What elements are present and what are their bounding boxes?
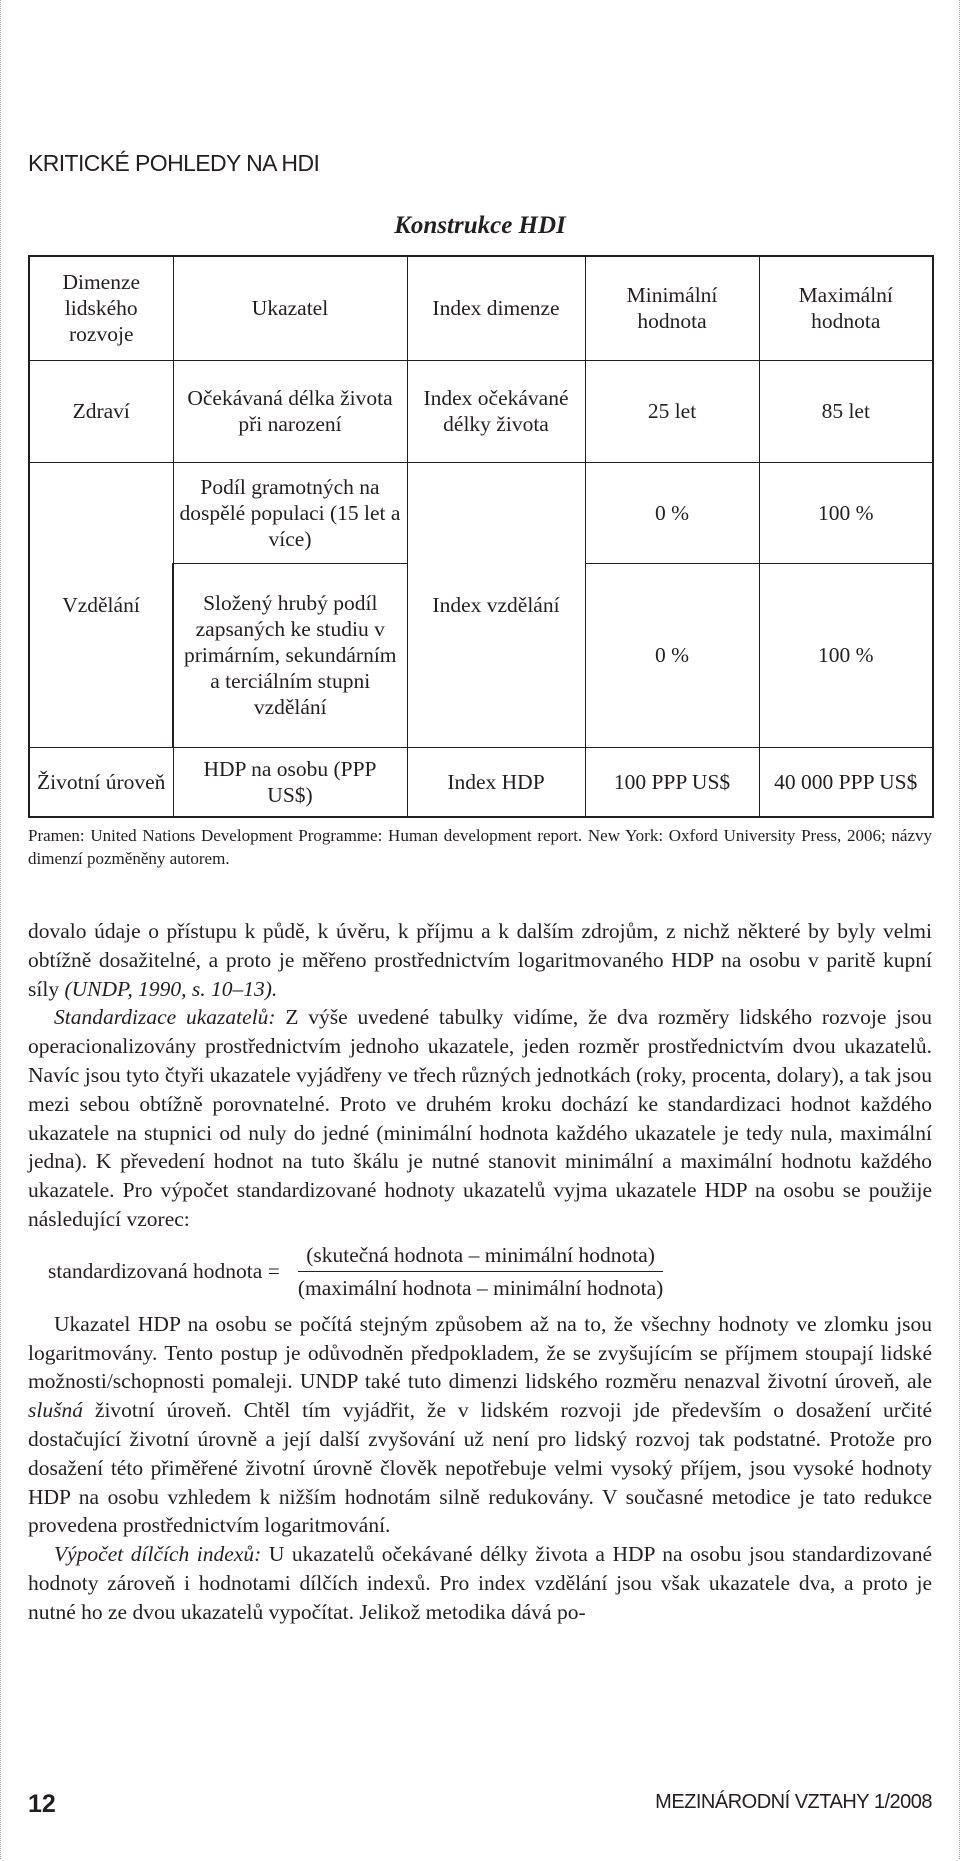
paragraph-text: U ukazatelů očekávané délky života a HDP na osobu jsou standardizované hodnoty zároveň i hodnotami dílčích indexů. Pro index vzdělání jsou však ukazatele dva, a proto je nutné ho ze dvou ukazatelů vypočítat. Jelikož metodika dává po- <box>28 1542 932 1624</box>
index-cell: Index HDP <box>407 747 585 817</box>
indicator-cell: Složený hrubý podíl zapsaných ke studiu v primárním, sekundárním a terciálním stupni vzdělání <box>173 563 407 747</box>
paragraph-text: Ukazatel HDP na osobu se počítá stejným způsobem až na to, že všechny hodnoty ve zlomku jsou logaritmovány. Tento postup je odůvodněn předpokladem, že se zvyšujícím se příjmem stoupají lidské možnosti/schopnosti pomaleji. UNDP také tuto dimenzi lidského rozměru nenazval životní úroveň, ale <box>28 1311 932 1394</box>
paragraph <box>28 1310 932 1540</box>
min-value-cell: 0 % <box>585 462 759 563</box>
standardization-formula <box>28 1234 932 1310</box>
paragraph-text: životní úroveň. Chtěl tím vyjádřit, že v lidském rozvoji jde především o dosažení určité dostačující životní úrovně a její další zvyšování už není pro lidský rozvoj tak podstatné. Protože pro dosažení této přiměřené životní úrovně člověk nepotřebuje velmi vysoký příjem, jsou vysoké hodnoty HDP na osobu vzhledem k nižším hodnotám silně redukovány. V současné metodice je tato redukce provedena prostřednictvím logaritmování. <box>28 1398 932 1538</box>
formula-numerator: (skutečná hodnota – minimální hodnota) <box>298 1242 663 1272</box>
indicator-cell: HDP na osobu (PPP US$) <box>173 747 407 817</box>
page-number: 12 <box>28 1790 56 1818</box>
citation: (UNDP, 1990, s. 10–13). <box>64 976 278 1001</box>
table-row <box>29 747 933 817</box>
index-cell: Index očekávané délky života <box>407 360 585 462</box>
min-value-cell: 0 % <box>585 563 759 747</box>
header-min: Minimální hodnota <box>585 256 759 360</box>
table-title: Konstrukce HDI <box>394 212 566 239</box>
max-value-cell: 85 let <box>759 360 933 462</box>
header-index: Index dimenze <box>407 256 585 360</box>
max-value-cell: 40 000 PPP US$ <box>759 747 933 817</box>
emphasis: slušná <box>28 1398 83 1423</box>
header-indicator: Ukazatel <box>173 256 407 360</box>
dimension-cell: Zdraví <box>29 360 173 462</box>
min-value-cell: 100 PPP US$ <box>585 747 759 817</box>
paragraph-lead: Výpočet dílčích indexů: <box>54 1542 262 1567</box>
journal-footer: MEZINÁRODNÍ VZTAHY 1/2008 <box>655 1791 932 1813</box>
paragraph-lead: Standardizace ukazatelů: <box>54 1005 276 1030</box>
running-head: KRITICKÉ POHLEDY NA HDI <box>28 150 320 176</box>
header-dimension: Dimenze lidského rozvoje <box>29 256 173 360</box>
indicator-cell: Podíl gramotných na dospělé populaci (15 let a více) <box>173 462 407 563</box>
paragraph-text: Z výše uvedené tabulky vidíme, že dva rozměry lidského rozvoje jsou operacionalizovány prostřednictvím jednoho ukazatele, jeden rozměr prostřednictvím dvou ukazatelů. Navíc jsou tyto čtyři ukazatele vyjádřeny ve třech různých jednotkách (roky, procenta, dolary), a tak jsou mezi sebou obtížně porovnatelné. Proto ve druhém kroku dochází ke standardizaci hodnot každého ukazatele na stupnici od nuly do jedné (minimální hodnota každého ukazatele je tedy nula, maximální jedna). K převedení hodnot na tuto škálu je nutné stanovit minimální a maximální hodnotu každého ukazatele. Pro výpočet standardizované hodnoty ukazatelů vyjma ukazatele HDP na osobu se použije následující vzorec: <box>28 1005 932 1231</box>
indicator-cell: Očekávaná délka života při narození <box>173 360 407 462</box>
hdi-construction-table <box>28 255 934 818</box>
header-max: Maximální hodnota <box>759 256 933 360</box>
table-source-note: Pramen: United Nations Development Programme: Human development report. New York: Oxford University Press, 2006; názvy dimenzí pozměněny autorem. <box>28 826 932 868</box>
table-row <box>29 360 933 462</box>
paragraph <box>28 1540 932 1626</box>
table-header-row <box>29 256 933 360</box>
paragraph <box>28 1003 932 1233</box>
index-cell: Index vzdělání <box>407 462 585 747</box>
paragraph-text: dovalo údaje o přístupu k půdě, k úvěru, k příjmu a k dalším zdrojům, z nichž některé by byly velmi obtížně dosažitelné, a proto je měřeno prostřednictvím logaritmovaného HDP na osobu v paritě kupní síly <box>28 919 932 1001</box>
max-value-cell: 100 % <box>759 462 933 563</box>
article-body <box>28 917 932 1627</box>
dimension-cell: Vzdělání <box>29 462 173 747</box>
table-row <box>29 462 933 563</box>
paragraph <box>28 917 932 1003</box>
formula-fraction <box>290 1242 671 1301</box>
dimension-cell: Životní úroveň <box>29 747 173 817</box>
min-value-cell: 25 let <box>585 360 759 462</box>
formula-lhs: standardizovaná hodnota = <box>48 1259 280 1284</box>
formula-denominator: (maximální hodnota – minimální hodnota) <box>297 1276 664 1301</box>
max-value-cell: 100 % <box>759 563 933 747</box>
